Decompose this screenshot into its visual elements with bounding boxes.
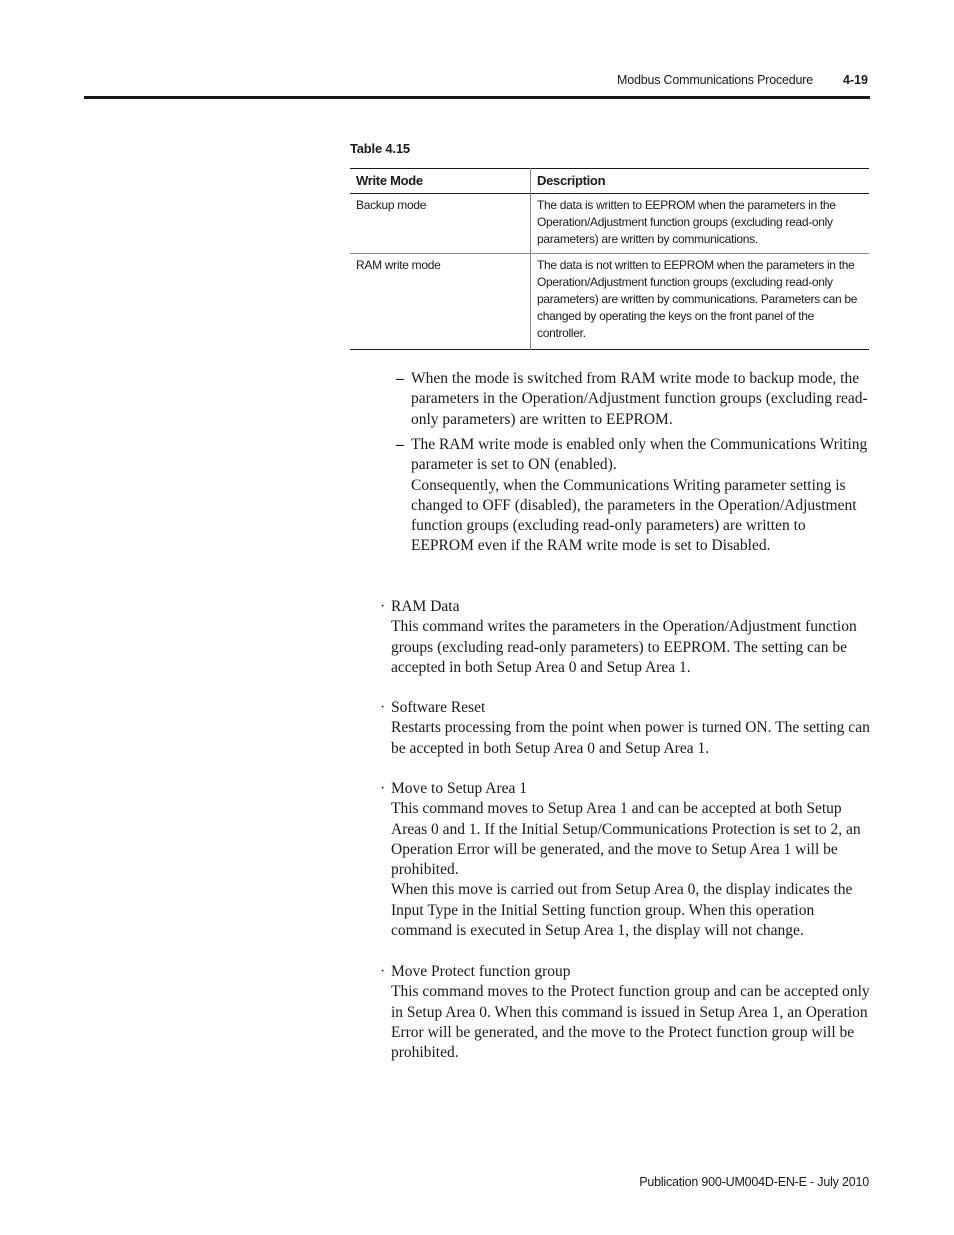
command-item-move-to-setup-area-1 (380, 779, 872, 941)
dash-item-text: The RAM write mode is enabled only when the Communications Writing parameter is set to ON (enabled). (411, 436, 868, 474)
footer-publication: Publication 900-UM004D-EN-E - July 2010 (639, 1175, 869, 1189)
write-mode-table (350, 168, 869, 350)
dash-list-item (396, 435, 871, 557)
command-description: This command moves to the Protect function group and can be accepted only in Setup Area 0. When this command is issued in Setup Area 1, an Operation Error will be generated, and the move to the Protect function group will be prohibited. (391, 983, 870, 1062)
command-description: This command writes the parameters in the Operation/Adjustment function groups (excluding read-only parameters) to EEPROM. The setting can be accepted in both Setup Area 0 and Setup Area 1. (391, 618, 857, 676)
command-title: Move to Setup Area 1 (391, 780, 528, 797)
command-title: Software Reset (391, 699, 486, 716)
bullet-marker: · (380, 598, 386, 615)
table-row (350, 254, 869, 350)
cell-write-mode: Backup mode (350, 194, 531, 254)
table-header-row (350, 169, 869, 194)
bullet-marker: · (380, 780, 386, 797)
dash-item-text: When the mode is switched from RAM write mode to backup mode, the parameters in the Operation/Adjustment function groups (excluding read-only parameters) are written to EEPROM. (411, 370, 868, 428)
column-header-write-mode: Write Mode (350, 169, 531, 194)
header-page-number: 4-19 (842, 73, 868, 87)
header-section-title: Modbus Communications Procedure (617, 73, 813, 87)
cell-description: The data is written to EEPROM when the parameters in the Operation/Adjustment function groups (excluding read-only parameters) are written by communications. (537, 198, 836, 246)
command-item-software-reset (380, 698, 872, 759)
command-description: This command moves to Setup Area 1 and can be accepted at both Setup Areas 0 and 1. If the Initial Setup/Communications Protection is set to 2, an Operation Error will be generated, and the move to Setup Area 1 will be prohibited. (391, 800, 861, 879)
table-row (350, 194, 869, 254)
cell-description: The data is not written to EEPROM when the parameters in the Operation/Adjustment function groups (excluding read-only parameters) are written by communications. Parameters can be changed by operating the keys on the front panel of the controller. (537, 258, 858, 340)
command-title: Move Protect function group (391, 963, 571, 980)
table-caption: Table 4.15 (350, 141, 410, 156)
command-item-ram-data (380, 597, 872, 678)
column-header-description: Description (537, 173, 606, 188)
dash-marker: – (396, 370, 404, 387)
header-rule (84, 96, 870, 99)
bullet-marker: · (380, 963, 386, 980)
dash-marker: – (396, 436, 404, 453)
bullet-marker: · (380, 699, 386, 716)
command-title: RAM Data (391, 598, 460, 615)
dash-item-continuation: Consequently, when the Communications Writing parameter setting is changed to OFF (disabled), the parameters in the Operation/Adjustment function groups (excluding read-only parameters) are written to EEPROM even if the RAM write mode is set to Disabled. (411, 476, 857, 555)
cell-write-mode: RAM write mode (350, 254, 531, 350)
command-item-move-protect-function-group (380, 962, 872, 1063)
command-description: When this move is carried out from Setup Area 0, the display indicates the Input Type in the Initial Setting function group. When this operation command is executed in Setup Area 1, the display will not change. (391, 881, 853, 940)
command-description: Restarts processing from the point when power is turned ON. The setting can be accepted in both Setup Area 0 and Setup Area 1. (391, 719, 870, 757)
dash-list-item (396, 369, 871, 430)
